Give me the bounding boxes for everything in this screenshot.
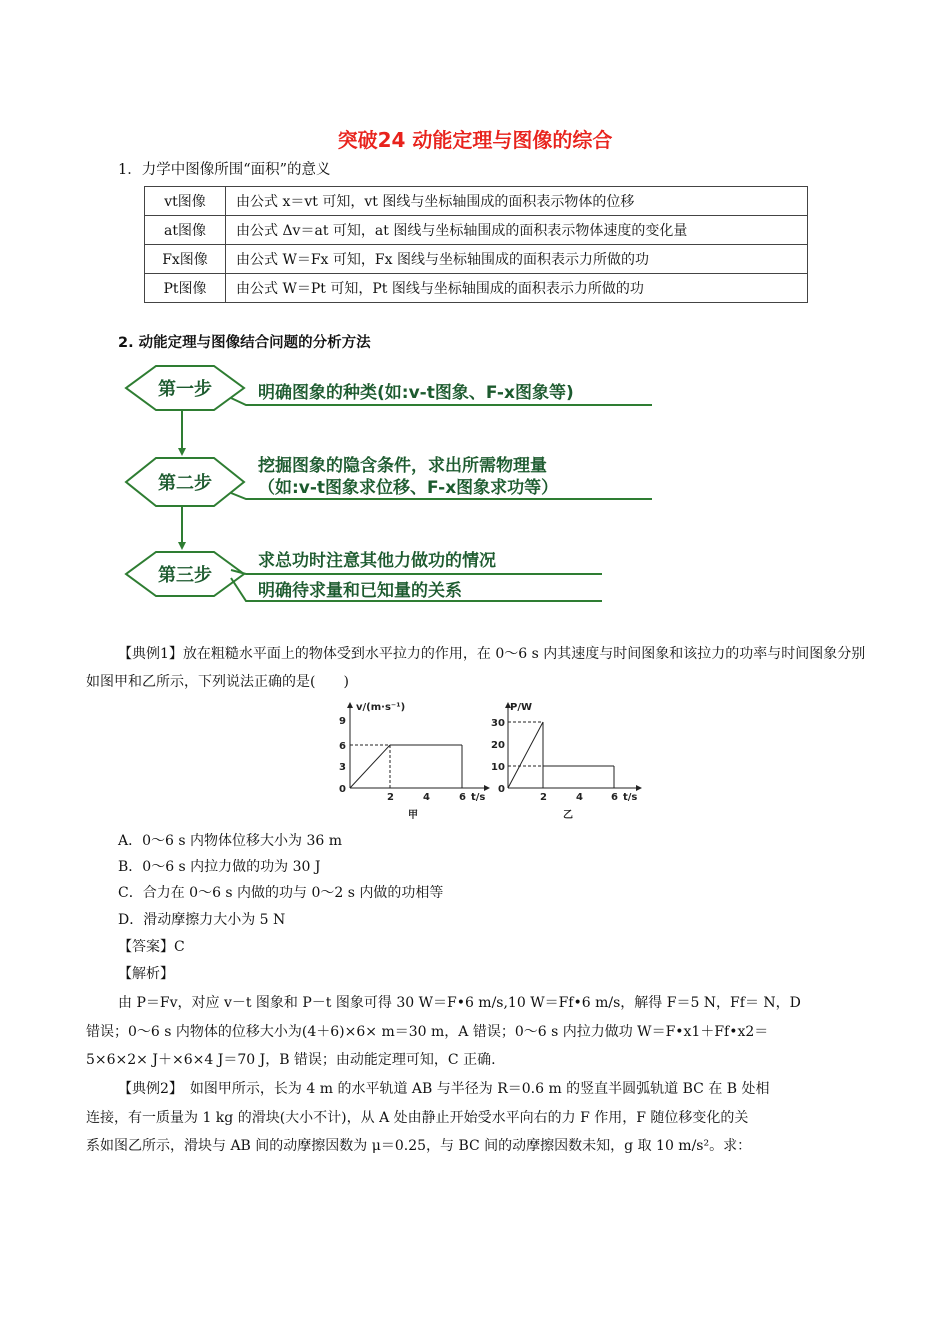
y-tick: 6 [339, 741, 346, 752]
accel-segment [350, 745, 390, 788]
analysis-flowchart [118, 358, 658, 608]
meaning-cell: 由公式 Δv＝at 可知，at 图线与坐标轴围成的面积表示物体速度的变化量 [226, 216, 808, 245]
graph-caption: 乙 [563, 810, 573, 821]
section1-heading: 1．力学中图像所围“面积”的意义 [118, 162, 331, 178]
y-axis-label: P/W [510, 702, 533, 713]
power-ramp [508, 722, 543, 788]
meaning-cell: 由公式 W＝Pt 可知，Pt 图线与坐标轴围成的面积表示力所做的功 [226, 274, 808, 303]
step1-label: 第一步 [158, 379, 212, 400]
analysis-line: 由 P＝Fv，对应 v－t 图象和 P－t 图象可得 30 W＝F•6 m/s,10 W＝Ff•6 m/s，解得 F＝5 N，Ff＝ N，D [118, 995, 801, 1011]
y-tick: 10 [491, 762, 505, 773]
x-tick: 2 [387, 792, 394, 803]
meaning-table [144, 186, 808, 303]
option-a: A．0～6 s 内物体位移大小为 36 m [118, 833, 342, 849]
y-tick: 9 [339, 716, 346, 727]
x-axis-label: t/s [471, 792, 486, 803]
example2-line: 连接，有一质量为 1 kg 的滑块(大小不计)，从 A 处由静止开始受水平向右的力 F 作用，F 随位移变化的关 [86, 1110, 749, 1126]
table-row [145, 245, 808, 274]
step2-line2: （如:v-t图象求位移、F-x图象求功等） [258, 478, 559, 498]
answer: 【答案】C [118, 939, 185, 955]
y-tick: 20 [491, 740, 505, 751]
section2-heading: 2. 动能定理与图像结合问题的分析方法 [118, 335, 371, 351]
example2-line: 【典例2】 如图甲所示，长为 4 m 的水平轨道 AB 与半径为 R＝0.6 m 的竖直半圆弧轨道 BC 在 B 处相 [118, 1081, 770, 1097]
page-title: 突破24 动能定理与图像的综合 [337, 128, 613, 152]
analysis-line: 5×6×2× J＋×6×4 J＝70 J，B 错误；由动能定理可知，C 正确. [86, 1052, 496, 1068]
x-tick: 6 [611, 792, 618, 803]
y-axis-label: v/(m·s⁻¹) [356, 702, 406, 713]
option-c: C．合力在 0～6 s 内做的功与 0～2 s 内做的功相等 [118, 885, 444, 901]
example1-stem: 【典例1】放在粗糙水平面上的物体受到水平拉力的作用，在 0～6 s 内其速度与时间图象和该拉力的功率与时间图象分别如图甲和乙所示，下列说法正确的是( ) [86, 646, 866, 690]
step3-line2: 明确待求量和已知量的关系 [258, 581, 462, 601]
graph-type-cell: vt图像 [145, 187, 226, 216]
table-row [145, 216, 808, 245]
example2-line: 系如图乙所示，滑块与 AB 间的动摩擦因数为 μ＝0.25，与 BC 间的动摩擦因数未知，g 取 10 m/s²。求： [86, 1138, 752, 1154]
y-tick: 30 [491, 718, 505, 729]
x-tick: 4 [423, 792, 430, 803]
graph-type-cell: at图像 [145, 216, 226, 245]
x-tick: 2 [540, 792, 547, 803]
graph-type-cell: Fx图像 [145, 245, 226, 274]
graph-type-cell: Pt图像 [145, 274, 226, 303]
analysis-line: 错误；0～6 s 内物体的位移大小为(4＋6)×6× m＝30 m，A 错误；0～6 s 内拉力做功 W＝F•x1＋Ff•x2＝ [86, 1024, 769, 1040]
step1-line: 明确图象的种类(如:v-t图象、F-x图象等) [258, 383, 574, 403]
x-axis-label: t/s [623, 792, 638, 803]
graph-power-time [488, 700, 648, 822]
step3-label: 第三步 [158, 565, 212, 586]
step3-line1: 求总功时注意其他力做功的情况 [258, 551, 496, 571]
graph-caption: 甲 [408, 810, 418, 821]
meaning-cell: 由公式 x＝vt 可知，vt 图线与坐标轴围成的面积表示物体的位移 [226, 187, 808, 216]
step2-label: 第二步 [158, 473, 212, 494]
table-row [145, 187, 808, 216]
step2-line1: 挖掘图象的隐含条件，求出所需物理量 [258, 456, 547, 476]
option-d: D．滑动摩擦力大小为 5 N [118, 912, 286, 928]
table-row [145, 274, 808, 303]
x-tick: 6 [459, 792, 466, 803]
y-tick: 0 [498, 784, 505, 795]
y-tick: 3 [339, 762, 346, 773]
analysis-label: 【解析】 [118, 966, 174, 982]
option-b: B．0～6 s 内拉力做的功为 30 J [118, 859, 321, 875]
graph-velocity-time [336, 700, 496, 822]
x-tick: 4 [576, 792, 583, 803]
y-tick: 0 [339, 784, 346, 795]
meaning-cell: 由公式 W＝Fx 可知，Fx 图线与坐标轴围成的面积表示力所做的功 [226, 245, 808, 274]
